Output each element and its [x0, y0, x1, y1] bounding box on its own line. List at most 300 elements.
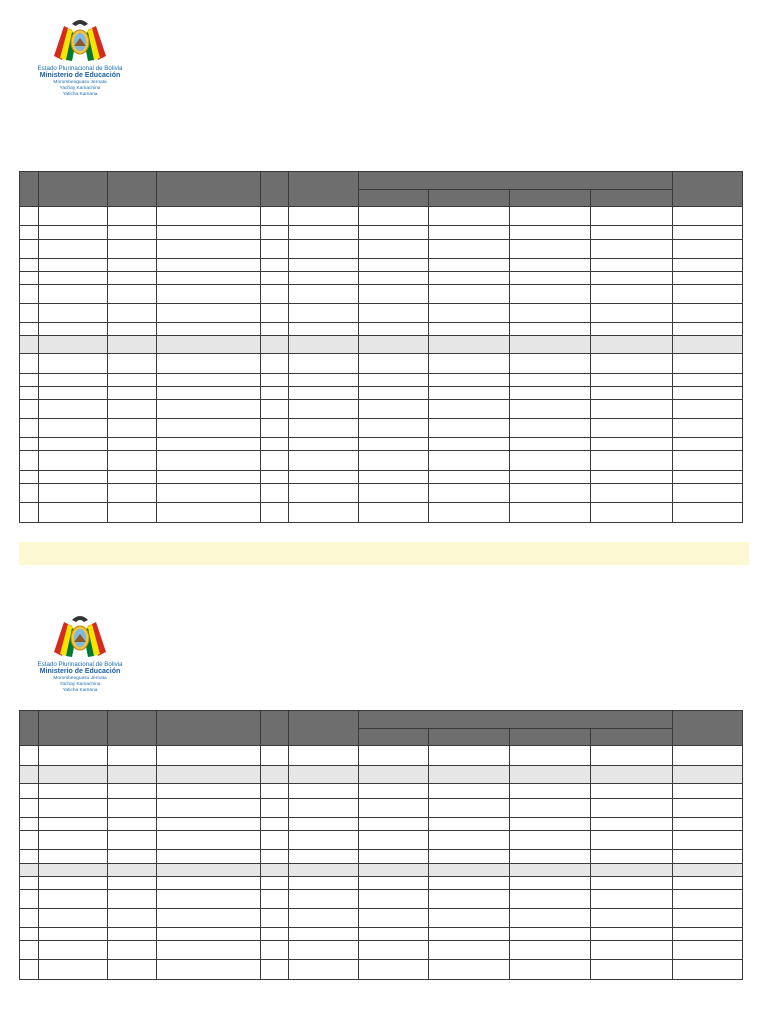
table-cell	[39, 471, 108, 484]
table-row	[20, 451, 743, 471]
table-cell	[591, 226, 673, 240]
table-cell	[39, 240, 108, 259]
table-cell	[289, 285, 359, 304]
table-cell	[289, 818, 359, 831]
table-cell	[108, 304, 157, 323]
table-cell	[359, 941, 429, 960]
table-cell	[20, 503, 39, 523]
table-cell	[591, 818, 673, 831]
table-cell	[261, 451, 289, 471]
table-cell	[39, 877, 108, 890]
table-cell	[673, 850, 743, 864]
table-cell	[591, 354, 673, 374]
subheader-cell	[510, 190, 591, 207]
table-cell	[20, 207, 39, 226]
table-cell	[510, 909, 591, 928]
table-row	[20, 400, 743, 419]
subheader-cell	[429, 729, 510, 746]
table-cell	[108, 941, 157, 960]
table-cell	[39, 818, 108, 831]
table-cell	[39, 746, 108, 766]
table-cell	[510, 941, 591, 960]
table-cell	[359, 400, 429, 419]
table-cell	[673, 207, 743, 226]
table-cell	[39, 766, 108, 784]
table-cell	[429, 272, 510, 285]
table-cell	[429, 240, 510, 259]
table-row	[20, 941, 743, 960]
table-cell	[289, 471, 359, 484]
table-cell	[289, 323, 359, 336]
table-cell	[591, 304, 673, 323]
table-cell	[289, 850, 359, 864]
table-cell	[510, 207, 591, 226]
table-cell	[108, 451, 157, 471]
table-cell	[157, 207, 261, 226]
table-cell	[20, 784, 39, 799]
header-cell	[289, 172, 359, 207]
table-cell	[510, 784, 591, 799]
table-cell	[359, 374, 429, 387]
table-cell	[157, 259, 261, 272]
table-cell	[359, 484, 429, 503]
table-cell	[591, 400, 673, 419]
motto-line-1: Morombeoguasu Jeroata	[53, 80, 107, 85]
table-cell	[429, 484, 510, 503]
table-cell	[157, 336, 261, 354]
table-cell	[359, 928, 429, 941]
table-cell	[261, 438, 289, 451]
table-cell	[157, 746, 261, 766]
table-cell	[108, 336, 157, 354]
table-cell	[673, 766, 743, 784]
table-cell	[510, 960, 591, 980]
table-cell	[359, 419, 429, 438]
table-cell	[261, 484, 289, 503]
table-cell	[591, 451, 673, 471]
table-cell	[261, 909, 289, 928]
table-cell	[39, 503, 108, 523]
table-cell	[359, 336, 429, 354]
table-cell	[289, 387, 359, 400]
table-cell	[289, 746, 359, 766]
table-cell	[261, 471, 289, 484]
table-cell	[261, 941, 289, 960]
table-cell	[289, 226, 359, 240]
table-cell	[39, 226, 108, 240]
table-cell	[429, 226, 510, 240]
table-cell	[157, 387, 261, 400]
table-cell	[108, 831, 157, 850]
table-cell	[673, 746, 743, 766]
ministry-name: Ministerio de Educación	[39, 668, 121, 675]
motto-line-2: Yachay Kamachina	[59, 682, 101, 687]
table-cell	[673, 285, 743, 304]
table-cell	[108, 850, 157, 864]
table-cell	[39, 272, 108, 285]
table-cell	[673, 240, 743, 259]
table-cell	[429, 818, 510, 831]
table-cell	[289, 864, 359, 877]
table-cell	[289, 272, 359, 285]
table-cell	[673, 941, 743, 960]
table-cell	[261, 285, 289, 304]
table-cell	[157, 928, 261, 941]
table-cell	[591, 207, 673, 226]
header-cell	[20, 172, 39, 207]
table-cell	[289, 374, 359, 387]
header-cell	[673, 711, 743, 746]
table-cell	[289, 240, 359, 259]
table-cell	[359, 799, 429, 818]
subheader-cell	[591, 190, 673, 207]
table-cell	[108, 419, 157, 438]
table-cell	[261, 799, 289, 818]
table-cell	[429, 877, 510, 890]
table-row	[20, 864, 743, 877]
table-cell	[673, 374, 743, 387]
table-cell	[429, 850, 510, 864]
table-cell	[157, 323, 261, 336]
table-cell	[510, 272, 591, 285]
header-cell	[289, 711, 359, 746]
table-cell	[157, 766, 261, 784]
data-table-2	[19, 710, 743, 980]
table-cell	[673, 831, 743, 850]
table-cell	[289, 928, 359, 941]
table-cell	[429, 285, 510, 304]
table-cell	[157, 503, 261, 523]
table-cell	[673, 259, 743, 272]
table-cell	[157, 831, 261, 850]
table-cell	[20, 864, 39, 877]
table-cell	[591, 766, 673, 784]
table-row	[20, 928, 743, 941]
table-body	[20, 746, 743, 980]
table-cell	[261, 304, 289, 323]
table-cell	[157, 484, 261, 503]
table-cell	[289, 766, 359, 784]
table-cell	[510, 374, 591, 387]
table-cell	[591, 850, 673, 864]
table-cell	[289, 909, 359, 928]
table-cell	[39, 799, 108, 818]
table-cell	[510, 850, 591, 864]
table-cell	[359, 272, 429, 285]
table-cell	[261, 400, 289, 419]
table-row	[20, 419, 743, 438]
subheader-cell	[510, 729, 591, 746]
table-row	[20, 471, 743, 484]
table-cell	[108, 323, 157, 336]
table-row	[20, 207, 743, 226]
header-cell	[157, 711, 261, 746]
table-cell	[359, 323, 429, 336]
table-row	[20, 766, 743, 784]
table-cell	[157, 240, 261, 259]
table-cell	[359, 818, 429, 831]
table-cell	[108, 400, 157, 419]
table-cell	[157, 864, 261, 877]
motto-line-3: Yaticha Kamana	[62, 688, 98, 693]
table-cell	[673, 272, 743, 285]
bolivia-coat-of-arms-icon	[50, 16, 110, 64]
header-group-cell	[359, 172, 673, 190]
state-name: Estado Plurinacional de Bolivia	[37, 661, 123, 668]
table-cell	[510, 484, 591, 503]
table-body	[20, 207, 743, 523]
table-cell	[591, 877, 673, 890]
table-cell	[510, 471, 591, 484]
table-cell	[261, 207, 289, 226]
table-cell	[429, 746, 510, 766]
table-cell	[289, 304, 359, 323]
table-cell	[359, 746, 429, 766]
table-cell	[289, 784, 359, 799]
table-cell	[591, 784, 673, 799]
table-cell	[429, 503, 510, 523]
table-cell	[673, 909, 743, 928]
table-cell	[108, 799, 157, 818]
table-row	[20, 374, 743, 387]
table-cell	[39, 928, 108, 941]
table-cell	[39, 484, 108, 503]
table-cell	[673, 323, 743, 336]
table-cell	[261, 323, 289, 336]
table-cell	[289, 259, 359, 272]
table-cell	[591, 285, 673, 304]
table-cell	[20, 877, 39, 890]
table-cell	[591, 471, 673, 484]
table-cell	[20, 831, 39, 850]
table-cell	[359, 304, 429, 323]
table-cell	[429, 400, 510, 419]
table-cell	[510, 304, 591, 323]
bolivia-coat-of-arms-icon	[50, 612, 110, 660]
table-cell	[20, 471, 39, 484]
table-cell	[673, 400, 743, 419]
header-cell	[39, 711, 108, 746]
table-cell	[261, 850, 289, 864]
table-cell	[108, 285, 157, 304]
table-cell	[39, 438, 108, 451]
table-cell	[157, 890, 261, 909]
table-cell	[429, 323, 510, 336]
table-cell	[510, 864, 591, 877]
table-cell	[510, 400, 591, 419]
table-row	[20, 304, 743, 323]
table-cell	[429, 831, 510, 850]
table-cell	[429, 259, 510, 272]
table-cell	[429, 766, 510, 784]
ministry-name: Ministerio de Educación	[39, 72, 121, 79]
table-cell	[510, 387, 591, 400]
note-bar	[19, 542, 749, 565]
table-cell	[108, 471, 157, 484]
table-cell	[510, 285, 591, 304]
table-cell	[108, 960, 157, 980]
table-cell	[20, 909, 39, 928]
table-cell	[157, 451, 261, 471]
table-cell	[20, 226, 39, 240]
table-cell	[510, 877, 591, 890]
table-cell	[591, 419, 673, 438]
table-cell	[673, 419, 743, 438]
table-cell	[510, 503, 591, 523]
table-cell	[510, 890, 591, 909]
table-cell	[108, 484, 157, 503]
table-cell	[157, 850, 261, 864]
table-cell	[591, 259, 673, 272]
header-cell	[261, 711, 289, 746]
table-cell	[510, 766, 591, 784]
table-row	[20, 799, 743, 818]
table-cell	[39, 400, 108, 419]
subheader-cell	[591, 729, 673, 746]
header-cell	[108, 172, 157, 207]
table-cell	[20, 336, 39, 354]
table-cell	[20, 304, 39, 323]
header-cell	[20, 711, 39, 746]
motto-line-3: Yaticha Kamana	[62, 92, 98, 97]
table-cell	[20, 387, 39, 400]
table-cell	[261, 503, 289, 523]
table-cell	[591, 941, 673, 960]
table-cell	[261, 387, 289, 400]
table-cell	[261, 890, 289, 909]
table-cell	[20, 766, 39, 784]
table-cell	[39, 909, 108, 928]
header-cell	[673, 172, 743, 207]
table-cell	[673, 864, 743, 877]
table-row	[20, 438, 743, 451]
table-cell	[429, 799, 510, 818]
table-cell	[359, 451, 429, 471]
table-cell	[289, 484, 359, 503]
table-row	[20, 354, 743, 374]
table-cell	[429, 909, 510, 928]
table-cell	[673, 304, 743, 323]
table-cell	[429, 784, 510, 799]
table-cell	[261, 746, 289, 766]
table-cell	[20, 746, 39, 766]
table-cell	[108, 766, 157, 784]
table-cell	[108, 259, 157, 272]
table-cell	[289, 419, 359, 438]
table-cell	[39, 419, 108, 438]
table-cell	[591, 387, 673, 400]
table-cell	[261, 766, 289, 784]
table-cell	[20, 484, 39, 503]
table-cell	[39, 387, 108, 400]
subheader-cell	[359, 190, 429, 207]
header-group-cell	[359, 711, 673, 729]
table-cell	[261, 272, 289, 285]
table-cell	[108, 864, 157, 877]
table-cell	[359, 864, 429, 877]
table-cell	[261, 374, 289, 387]
table-cell	[429, 471, 510, 484]
state-name: Estado Plurinacional de Bolivia	[37, 65, 123, 72]
table-cell	[673, 890, 743, 909]
table-cell	[157, 400, 261, 419]
table-cell	[429, 419, 510, 438]
table-cell	[108, 890, 157, 909]
table-cell	[20, 354, 39, 374]
table-cell	[157, 471, 261, 484]
table-cell	[591, 272, 673, 285]
table-cell	[157, 354, 261, 374]
table-cell	[591, 831, 673, 850]
table-cell	[673, 438, 743, 451]
table-cell	[429, 438, 510, 451]
table-cell	[510, 323, 591, 336]
table-cell	[39, 831, 108, 850]
table-cell	[673, 928, 743, 941]
table-cell	[289, 354, 359, 374]
table-cell	[359, 766, 429, 784]
table-cell	[510, 746, 591, 766]
table-row	[20, 484, 743, 503]
table-row	[20, 831, 743, 850]
table-cell	[108, 387, 157, 400]
table-cell	[673, 484, 743, 503]
table-cell	[157, 784, 261, 799]
table-cell	[261, 784, 289, 799]
table-cell	[20, 941, 39, 960]
table-cell	[261, 419, 289, 438]
table-cell	[157, 438, 261, 451]
table-cell	[289, 960, 359, 980]
table-cell	[359, 503, 429, 523]
table-row	[20, 336, 743, 354]
motto-line-2: Yachay Kamachina	[59, 86, 101, 91]
table-row	[20, 323, 743, 336]
table-row	[20, 259, 743, 272]
table-cell	[359, 850, 429, 864]
table-cell	[39, 304, 108, 323]
table-cell	[289, 503, 359, 523]
table-cell	[673, 818, 743, 831]
table-cell	[429, 941, 510, 960]
table-cell	[20, 374, 39, 387]
ministry-logo	[24, 612, 136, 702]
table-cell	[591, 323, 673, 336]
table-cell	[673, 451, 743, 471]
header-cell	[39, 172, 108, 207]
table-row	[20, 387, 743, 400]
table-cell	[591, 928, 673, 941]
table-cell	[591, 503, 673, 523]
table-cell	[261, 864, 289, 877]
table-cell	[108, 746, 157, 766]
table-cell	[108, 240, 157, 259]
subheader-cell	[429, 190, 510, 207]
table-cell	[157, 419, 261, 438]
table-cell	[510, 818, 591, 831]
table-cell	[673, 226, 743, 240]
table-cell	[157, 818, 261, 831]
header-cell	[157, 172, 261, 207]
table-cell	[591, 240, 673, 259]
table-row	[20, 226, 743, 240]
table-cell	[359, 240, 429, 259]
table-cell	[289, 336, 359, 354]
table-cell	[39, 285, 108, 304]
table-cell	[39, 323, 108, 336]
table-cell	[261, 818, 289, 831]
table-cell	[429, 336, 510, 354]
